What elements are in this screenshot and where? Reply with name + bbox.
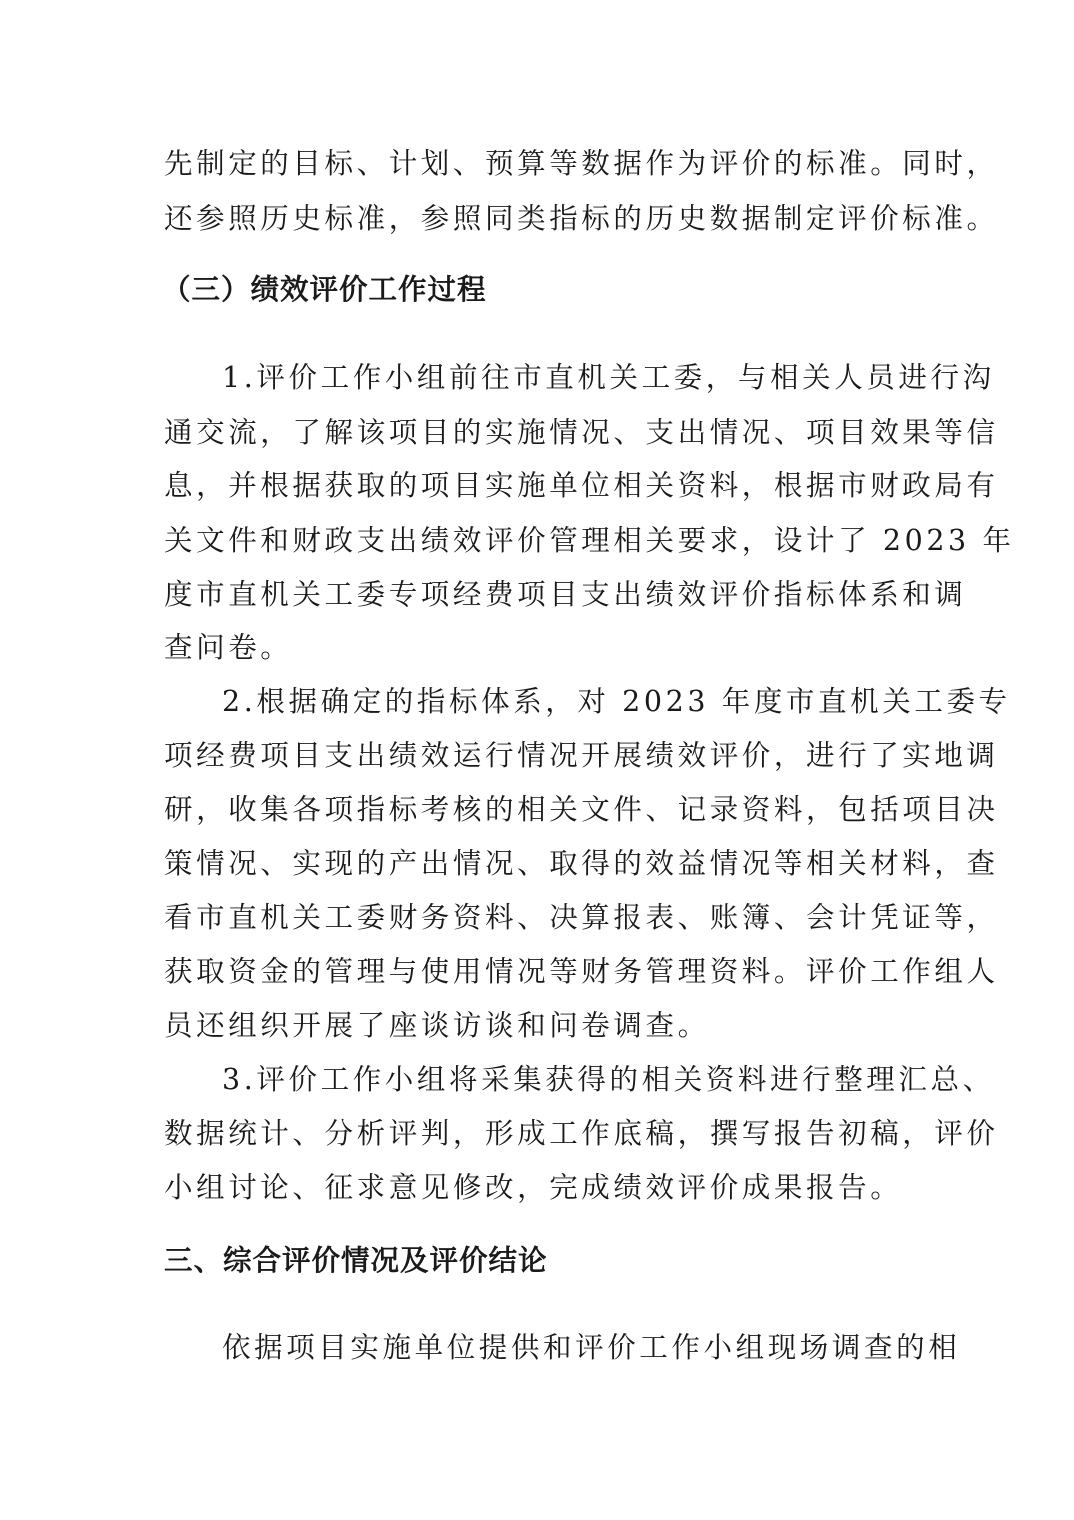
paragraph-line: 2.根据确定的指标体系，对 2023 年度市直机关工委专 (222, 685, 1011, 718)
paragraph-line: 1.评价工作小组前往市直机关工委，与相关人员进行沟 (222, 361, 995, 394)
paragraph-line: 数据统计、分析评判，形成工作底稿，撰写报告初稿，评价 (164, 1117, 999, 1150)
paragraph-line: 先制定的目标、计划、预算等数据作为评价的标准。同时， (164, 147, 999, 180)
paragraph-line: 查问卷。 (164, 631, 293, 664)
paragraph-line: 度市直机关工委专项经费项目支出绩效评价指标体系和调 (164, 578, 967, 611)
section-heading-conclusion: 三、综合评价情况及评价结论 (164, 1244, 548, 1277)
paragraph-line: 依据项目实施单位提供和评价工作小组现场调查的相 (222, 1331, 961, 1364)
paragraph-line: 息，并根据获取的项目实施单位相关资料，根据市财政局有 (164, 469, 999, 502)
paragraph-line: 3.评价工作小组将采集获得的相关资料进行整理汇总、 (222, 1063, 995, 1096)
paragraph-line: 还参照历史标准，参照同类指标的历史数据制定评价标准。 (164, 202, 999, 235)
paragraph-line: 看市直机关工委财务资料、决算报表、账簿、会计凭证等， (164, 901, 999, 934)
section-heading-process: （三）绩效评价工作过程 (162, 273, 487, 306)
paragraph-line: 通交流，了解该项目的实施情况、支出情况、项目效果等信 (164, 416, 999, 449)
paragraph-line: 策情况、实现的产出情况、取得的效益情况等相关材料，查 (164, 847, 999, 880)
paragraph-line: 关文件和财政支出绩效评价管理相关要求，设计了 2023 年 (164, 524, 1015, 557)
paragraph-line: 员还组织开展了座谈访谈和问卷调查。 (164, 1009, 710, 1042)
paragraph-line: 获取资金的管理与使用情况等财务管理资料。评价工作组人 (164, 955, 999, 988)
paragraph-line: 研，收集各项指标考核的相关文件、记录资料，包括项目决 (164, 793, 999, 826)
paragraph-line: 项经费项目支出绩效运行情况开展绩效评价，进行了实地调 (164, 739, 999, 772)
paragraph-line: 小组讨论、征求意见修改，完成绩效评价成果报告。 (164, 1171, 903, 1204)
